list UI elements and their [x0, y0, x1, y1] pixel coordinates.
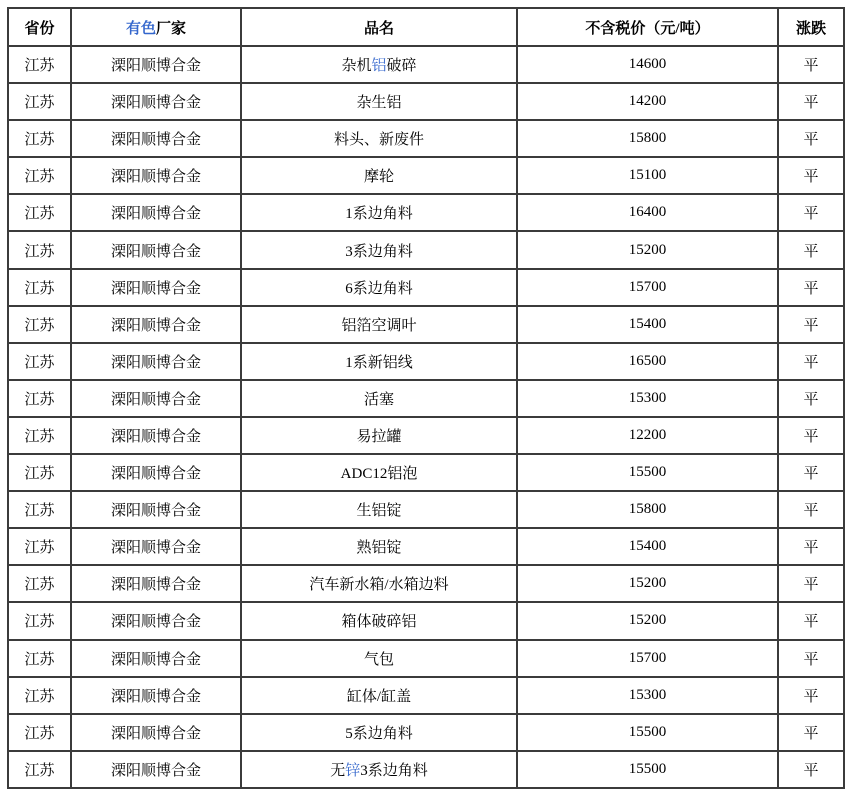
province-cell [8, 714, 71, 751]
cell-text: 江苏 [24, 206, 55, 223]
factory-cell [71, 417, 241, 454]
col-header-price [517, 8, 778, 46]
change-cell [778, 677, 844, 714]
cell-text: 5系边角料 [345, 725, 413, 742]
product-cell [241, 751, 517, 788]
province-cell [8, 120, 71, 157]
cell-text: 活塞 [363, 391, 394, 408]
table-row [8, 306, 844, 343]
cell-text: 溧阳顺博合金 [110, 577, 201, 594]
product-cell [241, 714, 517, 751]
factory-cell [71, 714, 241, 751]
price-cell [517, 380, 778, 417]
cell-text: 铝箔空调叶 [341, 317, 417, 334]
cell-text: 无 [330, 762, 346, 779]
cell-text: 江苏 [24, 95, 55, 112]
cell-text: 15100 [628, 167, 667, 184]
table-body [8, 46, 844, 788]
cell-text: 溧阳顺博合金 [110, 540, 201, 557]
cell-text: 平 [803, 725, 819, 742]
province-cell [8, 83, 71, 120]
change-cell [778, 417, 844, 454]
product-cell [241, 454, 517, 491]
product-cell [241, 46, 517, 83]
province-cell [8, 602, 71, 639]
change-cell [778, 565, 844, 602]
cell-text: 3系边角料 [360, 762, 428, 779]
cell-text: 江苏 [24, 428, 55, 445]
price-table [7, 7, 845, 789]
table-row [8, 120, 844, 157]
factory-cell [71, 83, 241, 120]
cell-text: 15800 [628, 501, 667, 518]
price-cell [517, 528, 778, 565]
header-label: 厂家 [156, 20, 187, 37]
price-cell [517, 194, 778, 231]
factory-cell [71, 157, 241, 194]
factory-cell [71, 565, 241, 602]
cell-text: 溧阳顺博合金 [110, 95, 201, 112]
province-cell [8, 380, 71, 417]
cell-text: 江苏 [24, 58, 55, 75]
change-cell [778, 83, 844, 120]
cell-text: 溧阳顺博合金 [110, 243, 201, 260]
change-cell [778, 528, 844, 565]
price-cell [517, 602, 778, 639]
cell-text: 江苏 [24, 651, 55, 668]
price-cell [517, 751, 778, 788]
cell-text: 料头、新废件 [333, 132, 424, 149]
cell-text: 平 [803, 132, 819, 149]
table-row [8, 83, 844, 120]
cell-text: 平 [803, 503, 819, 520]
cell-text: 溧阳顺博合金 [110, 58, 201, 75]
cell-text: 溧阳顺博合金 [110, 132, 201, 149]
cell-text: 江苏 [24, 317, 55, 334]
cell-text: 溧阳顺博合金 [110, 391, 201, 408]
cell-text: 15400 [628, 315, 667, 332]
table-row [8, 714, 844, 751]
factory-cell [71, 194, 241, 231]
factory-cell [71, 306, 241, 343]
province-cell [8, 343, 71, 380]
cell-text: 江苏 [24, 540, 55, 557]
cell-text: 江苏 [24, 132, 55, 149]
cell-text: 江苏 [24, 725, 55, 742]
cell-text: 溧阳顺博合金 [110, 466, 201, 483]
change-cell [778, 380, 844, 417]
province-cell [8, 417, 71, 454]
cell-text: 6系边角料 [345, 280, 413, 297]
cell-text: 14200 [628, 93, 667, 110]
change-cell [778, 157, 844, 194]
price-cell [517, 306, 778, 343]
cell-text: 摩轮 [363, 169, 394, 186]
cell-text: 平 [803, 466, 819, 483]
table-row [8, 454, 844, 491]
cell-text: 15400 [628, 538, 667, 555]
cell-text: 缸体/缸盖 [346, 688, 412, 705]
change-cell [778, 269, 844, 306]
cell-text: 溧阳顺博合金 [110, 688, 201, 705]
cell-text: 15500 [628, 723, 667, 740]
change-cell [778, 454, 844, 491]
cell-text: 溧阳顺博合金 [110, 725, 201, 742]
product-cell [241, 565, 517, 602]
cell-text: 平 [803, 614, 819, 631]
cell-text: 江苏 [24, 169, 55, 186]
cell-text: 易拉罐 [356, 428, 402, 445]
cell-text: 杂机 [341, 58, 372, 75]
cell-text: 平 [803, 651, 819, 668]
table-row [8, 602, 844, 639]
change-cell [778, 640, 844, 677]
cell-text: 江苏 [24, 762, 55, 779]
cell-text: 16400 [628, 204, 667, 221]
cell-text: 江苏 [24, 280, 55, 297]
product-cell [241, 343, 517, 380]
factory-cell [71, 454, 241, 491]
change-cell [778, 602, 844, 639]
table-row [8, 269, 844, 306]
product-cell [241, 157, 517, 194]
product-cell [241, 417, 517, 454]
cell-text: 15200 [628, 612, 667, 629]
price-cell [517, 454, 778, 491]
cell-text: 平 [803, 428, 819, 445]
product-cell [241, 231, 517, 268]
table-row [8, 640, 844, 677]
table-row [8, 157, 844, 194]
change-cell [778, 306, 844, 343]
cell-text: 平 [803, 280, 819, 297]
header-row [8, 8, 844, 46]
province-cell [8, 194, 71, 231]
product-cell [241, 306, 517, 343]
cell-text: 15300 [628, 389, 667, 406]
province-cell [8, 640, 71, 677]
cell-text: ADC12铝泡 [340, 466, 418, 483]
province-cell [8, 306, 71, 343]
cell-text: 平 [803, 243, 819, 260]
cell-text: 江苏 [24, 688, 55, 705]
price-cell [517, 417, 778, 454]
cell-text: 平 [803, 169, 819, 186]
price-cell [517, 640, 778, 677]
cell-text: 溧阳顺博合金 [110, 614, 201, 631]
province-cell [8, 157, 71, 194]
cell-text: 15300 [628, 686, 667, 703]
col-header-product [241, 8, 517, 46]
price-cell [517, 83, 778, 120]
cell-text: 溧阳顺博合金 [110, 354, 201, 371]
cell-text: 1系新铝线 [345, 354, 413, 371]
cell-text: 15500 [628, 464, 667, 481]
cell-text: 平 [803, 391, 819, 408]
table-row [8, 46, 844, 83]
factory-cell [71, 602, 241, 639]
product-cell [241, 640, 517, 677]
province-cell [8, 677, 71, 714]
cell-text: 15700 [628, 649, 667, 666]
province-cell [8, 491, 71, 528]
cell-text: 熟铝锭 [356, 540, 402, 557]
table-row [8, 231, 844, 268]
cell-text: 江苏 [24, 503, 55, 520]
price-cell [517, 231, 778, 268]
cell-text: 15200 [628, 241, 667, 258]
change-cell [778, 231, 844, 268]
factory-cell [71, 751, 241, 788]
price-cell [517, 269, 778, 306]
keyword-link[interactable]: 锌 [345, 762, 361, 779]
table-row [8, 528, 844, 565]
change-cell [778, 751, 844, 788]
cell-text: 14600 [628, 56, 667, 73]
cell-text: 生铝锭 [356, 503, 402, 520]
cell-text: 16500 [628, 352, 667, 369]
product-cell [241, 380, 517, 417]
cell-text: 平 [803, 762, 819, 779]
cell-text: 杂生铝 [356, 95, 402, 112]
change-cell [778, 46, 844, 83]
product-cell [241, 83, 517, 120]
factory-cell [71, 269, 241, 306]
factory-cell [71, 491, 241, 528]
product-cell [241, 491, 517, 528]
col-header-province [8, 8, 71, 46]
province-cell [8, 528, 71, 565]
cell-text: 溧阳顺博合金 [110, 651, 201, 668]
cell-text: 溧阳顺博合金 [110, 503, 201, 520]
col-header-factory [71, 8, 241, 46]
cell-text: 溧阳顺博合金 [110, 428, 201, 445]
price-cell [517, 120, 778, 157]
cell-text: 平 [803, 577, 819, 594]
province-cell [8, 46, 71, 83]
cell-text: 溧阳顺博合金 [110, 317, 201, 334]
product-cell [241, 120, 517, 157]
cell-text: 15500 [628, 760, 667, 777]
cell-text: 平 [803, 317, 819, 334]
cell-text: 15200 [628, 575, 667, 592]
product-cell [241, 602, 517, 639]
cell-text: 箱体破碎铝 [341, 614, 417, 631]
table-row [8, 417, 844, 454]
cell-text: 12200 [628, 426, 667, 443]
cell-text: 江苏 [24, 243, 55, 260]
province-cell [8, 565, 71, 602]
price-cell [517, 46, 778, 83]
cell-text: 15700 [628, 278, 667, 295]
change-cell [778, 491, 844, 528]
price-cell [517, 343, 778, 380]
keyword-link[interactable]: 铝 [371, 58, 387, 75]
change-cell [778, 714, 844, 751]
cell-text: 平 [803, 58, 819, 75]
cell-text: 气包 [363, 651, 394, 668]
table-row [8, 194, 844, 231]
cell-text: 溧阳顺博合金 [110, 280, 201, 297]
table-row [8, 380, 844, 417]
table-row [8, 343, 844, 380]
cell-text: 平 [803, 354, 819, 371]
table-row [8, 677, 844, 714]
factory-cell [71, 677, 241, 714]
price-cell [517, 714, 778, 751]
cell-text: 平 [803, 95, 819, 112]
header-label: 不含税价（元/吨） [585, 20, 710, 37]
cell-text: 破碎 [386, 58, 417, 75]
col-header-change [778, 8, 844, 46]
factory-cell [71, 231, 241, 268]
change-cell [778, 343, 844, 380]
cell-text: 江苏 [24, 577, 55, 594]
factory-cell [71, 343, 241, 380]
price-cell [517, 491, 778, 528]
header-label: 涨跌 [795, 20, 826, 37]
province-cell [8, 454, 71, 491]
factory-cell [71, 46, 241, 83]
product-cell [241, 677, 517, 714]
cell-text: 溧阳顺博合金 [110, 169, 201, 186]
change-cell [778, 194, 844, 231]
province-cell [8, 269, 71, 306]
price-cell [517, 565, 778, 602]
price-cell [517, 157, 778, 194]
cell-text: 1系边角料 [345, 206, 413, 223]
cell-text: 江苏 [24, 391, 55, 408]
header-label: 品名 [363, 20, 394, 37]
factory-cell [71, 528, 241, 565]
cell-text: 3系边角料 [345, 243, 413, 260]
cell-text: 平 [803, 688, 819, 705]
cell-text: 溧阳顺博合金 [110, 762, 201, 779]
factory-cell [71, 380, 241, 417]
table-row [8, 565, 844, 602]
change-cell [778, 120, 844, 157]
cell-text: 江苏 [24, 354, 55, 371]
table-row [8, 491, 844, 528]
product-cell [241, 269, 517, 306]
cell-text: 平 [803, 540, 819, 557]
cell-text: 汽车新水箱/水箱边料 [309, 577, 449, 594]
cell-text: 溧阳顺博合金 [110, 206, 201, 223]
cell-text: 平 [803, 206, 819, 223]
header-label: 省份 [24, 20, 55, 37]
factory-cell [71, 120, 241, 157]
cell-text: 江苏 [24, 466, 55, 483]
factory-cell [71, 640, 241, 677]
product-cell [241, 528, 517, 565]
cell-text: 15800 [628, 130, 667, 147]
product-cell [241, 194, 517, 231]
cell-text: 江苏 [24, 614, 55, 631]
keyword-link[interactable]: 有色 [125, 20, 156, 37]
province-cell [8, 231, 71, 268]
table-row [8, 751, 844, 788]
price-cell [517, 677, 778, 714]
province-cell [8, 751, 71, 788]
